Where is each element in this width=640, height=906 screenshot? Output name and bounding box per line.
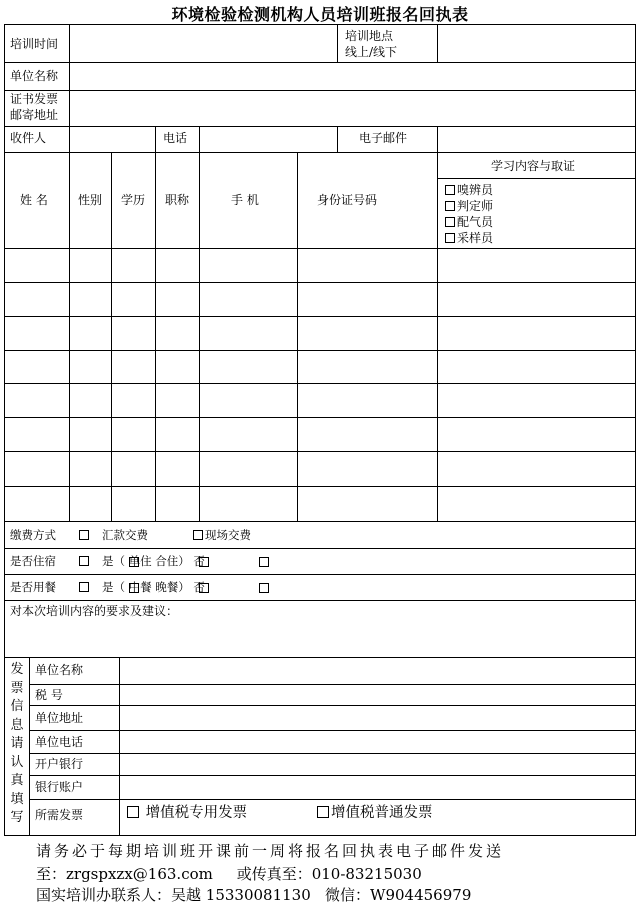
invoice-account-value[interactable] xyxy=(121,776,633,798)
unit-name-label: 单位名称 xyxy=(10,69,59,83)
recipient-label: 收件人 xyxy=(10,131,47,145)
training-place-mode: 线上/线下 xyxy=(345,45,398,59)
invoice-account-label: 银行账户 xyxy=(35,780,84,794)
email-value[interactable] xyxy=(439,128,633,150)
checkbox-icon[interactable] xyxy=(199,583,209,593)
checkbox-icon xyxy=(79,556,89,566)
lodging-options[interactable]: 是（ 单住 合住） 否 xyxy=(79,554,205,569)
checkbox-icon xyxy=(79,530,89,540)
meals-label: 是否用餐 xyxy=(10,580,56,594)
checkbox-icon xyxy=(79,582,89,592)
checkbox-icon[interactable] xyxy=(129,583,139,593)
cert-address-label-1: 证书发票 xyxy=(10,92,59,106)
training-place-value[interactable] xyxy=(439,27,633,60)
option-odor-assessor[interactable]: 嗅辨员 xyxy=(445,183,493,198)
invoice-unit-name-value[interactable] xyxy=(121,658,633,683)
checkbox-icon xyxy=(445,201,455,211)
invoice-unit-address-value[interactable] xyxy=(121,706,633,729)
registration-form-table xyxy=(4,24,636,836)
phone-value[interactable] xyxy=(201,128,335,150)
recipient-value[interactable] xyxy=(71,128,153,150)
checkbox-icon[interactable] xyxy=(129,557,139,567)
table-row[interactable] xyxy=(5,452,635,486)
col-gender: 性别 xyxy=(78,193,103,207)
unit-name-value[interactable] xyxy=(71,64,633,88)
table-row[interactable] xyxy=(5,283,635,316)
option-gas-mixer[interactable]: 配气员 xyxy=(445,215,493,230)
footer-contact-person: 国实培训办联系人：吴越 15330081130 微信：W904456979 xyxy=(36,886,472,904)
checkbox-icon xyxy=(445,217,455,227)
cert-address-value[interactable] xyxy=(71,92,633,124)
cert-address-label-2: 邮寄地址 xyxy=(10,108,59,122)
invoice-tax-id-value[interactable] xyxy=(121,685,633,704)
payment-label: 缴费方式 xyxy=(10,528,56,542)
option-judge[interactable]: 判定师 xyxy=(445,199,493,214)
training-time-value[interactable] xyxy=(71,27,335,60)
option-sampler[interactable]: 采样员 xyxy=(445,231,493,246)
invoice-type-label: 所需发票 xyxy=(35,808,84,822)
checkbox-icon xyxy=(445,233,455,243)
col-name: 姓 名 xyxy=(20,193,48,207)
invoice-unit-name-label: 单位名称 xyxy=(35,663,84,677)
col-study-content: 学习内容与取证 xyxy=(491,159,576,173)
table-row[interactable] xyxy=(5,418,635,451)
col-mobile: 手 机 xyxy=(231,193,259,207)
training-place-label: 培训地点 xyxy=(345,29,394,43)
checkbox-icon xyxy=(445,185,455,195)
form-title: 环境检验检测机构人员培训班报名回执表 xyxy=(171,5,469,24)
footer-instruction: 请务必于每期培训班开课前一周将报名回执表电子邮件发送 xyxy=(36,842,505,860)
invoice-unit-address-label: 单位地址 xyxy=(35,711,84,725)
invoice-bank-value[interactable] xyxy=(121,754,633,774)
lodging-label: 是否住宿 xyxy=(10,554,56,568)
footer-contact-email: 至：zrgspxzx@163.com 或传真至：010-83215030 xyxy=(36,865,422,883)
checkbox-icon[interactable] xyxy=(199,557,209,567)
table-row[interactable] xyxy=(5,487,635,521)
col-education: 学历 xyxy=(121,193,146,207)
checkbox-icon[interactable] xyxy=(259,583,269,593)
requirements-label: 对本次培训内容的要求及建议： xyxy=(10,604,179,618)
checkbox-icon xyxy=(127,806,139,818)
invoice-unit-phone-value[interactable] xyxy=(121,731,633,752)
invoice-side-label: 发票信息请认真填写 xyxy=(10,662,24,825)
invoice-tax-id-label: 税 号 xyxy=(35,688,63,702)
payment-transfer-option[interactable]: 汇款交费 xyxy=(79,528,148,543)
meals-options[interactable]: 是（ 中餐 晚餐） 否 xyxy=(79,580,205,595)
checkbox-icon xyxy=(317,806,329,818)
payment-onsite-option[interactable]: 现场交费 xyxy=(193,528,251,543)
invoice-unit-phone-label: 单位电话 xyxy=(35,735,84,749)
table-row[interactable] xyxy=(5,249,635,282)
invoice-special-option[interactable]: 增值税专用发票 xyxy=(127,806,247,821)
invoice-normal-option[interactable]: 增值税普通发票 xyxy=(317,806,433,821)
phone-label: 电话 xyxy=(163,131,188,145)
col-title: 职称 xyxy=(165,193,190,207)
checkbox-icon[interactable] xyxy=(259,557,269,567)
requirements-value[interactable] xyxy=(7,621,633,655)
table-row[interactable] xyxy=(5,317,635,350)
invoice-bank-label: 开户银行 xyxy=(35,757,84,771)
email-label: 电子邮件 xyxy=(359,131,408,145)
checkbox-icon xyxy=(193,530,203,540)
col-id-number: 身份证号码 xyxy=(317,193,378,207)
table-row[interactable] xyxy=(5,351,635,383)
training-time-label: 培训时间 xyxy=(10,37,59,51)
table-row[interactable] xyxy=(5,384,635,417)
